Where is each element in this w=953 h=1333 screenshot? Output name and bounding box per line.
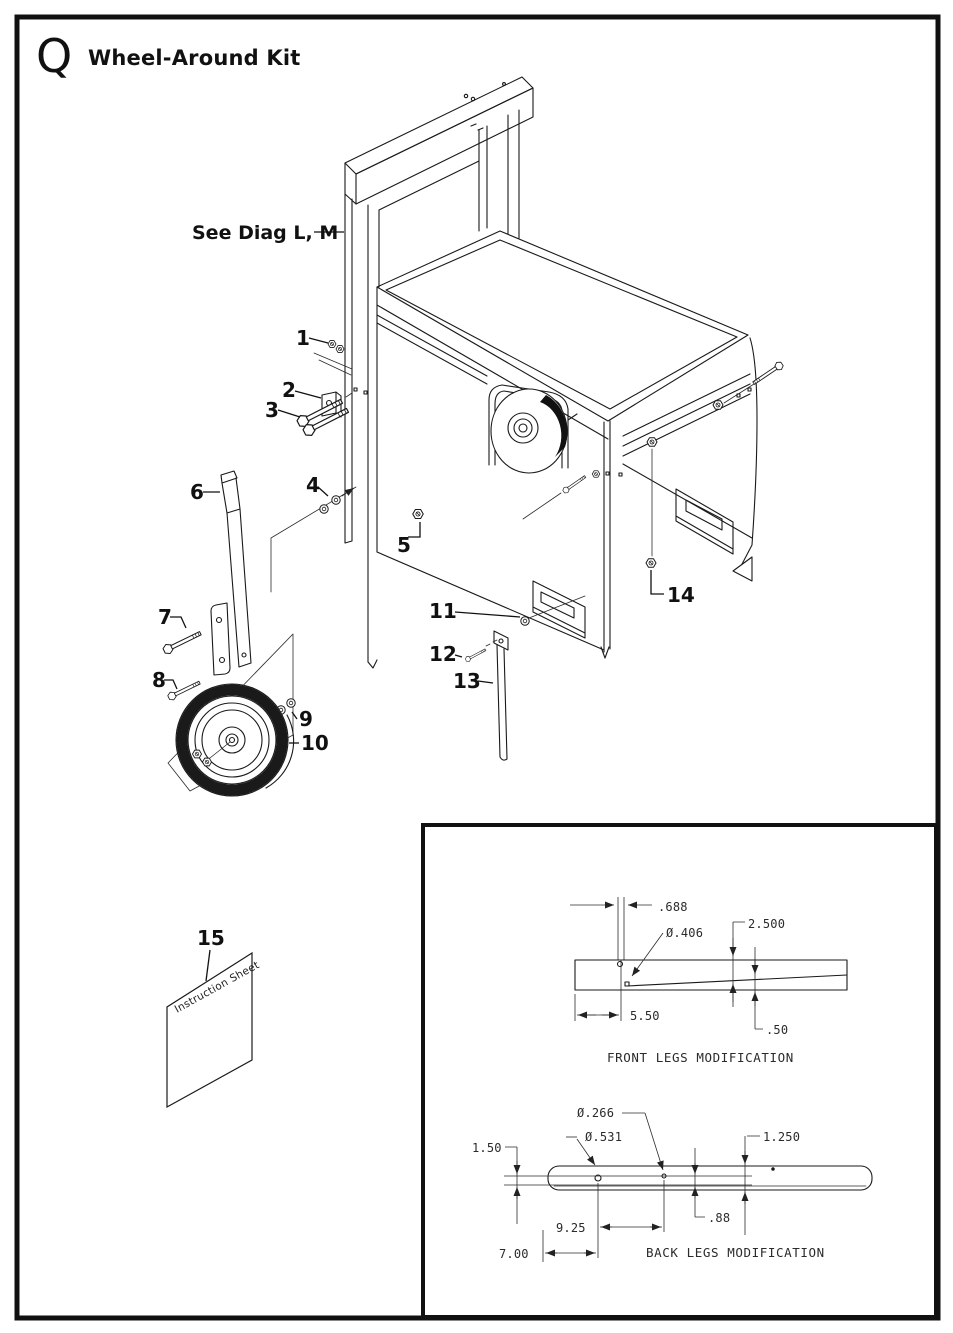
page-title: Wheel-Around Kit [88,46,301,70]
front-legs-drawing [570,897,847,1065]
callout-14-label: 14 [667,583,695,607]
callout-11 [429,599,520,623]
front-leg-dimensions [570,905,763,1029]
caster-wheel [491,389,577,473]
see-diagram-note [192,222,344,244]
washer-icon [332,496,340,504]
callout-8-label: 8 [152,668,166,692]
back-legs-title: BACK LEGS MODIFICATION [646,1245,825,1260]
dim-hole-small: Ø.266 [577,1106,615,1120]
dim-width: 1.250 [763,1130,801,1144]
callout-5-label: 5 [397,533,411,557]
dim-end-distance: 7.00 [499,1247,529,1261]
cart-corner-post [601,421,610,658]
part-6-strap [221,471,251,667]
nut-icon [592,471,600,477]
washer-icon [320,505,328,513]
callout-10-label: 10 [301,731,329,755]
nut-icon [336,346,344,353]
leg-extension-parts [465,596,585,760]
front-legs-title: FRONT LEGS MODIFICATION [607,1050,794,1065]
callout-5 [397,522,420,557]
callout-4 [306,473,328,497]
see-diagram-label: See Diag L, M [192,222,339,244]
dim-edge-offset: 1.50 [472,1141,502,1155]
front-leg-outline [575,960,847,990]
callout-7 [158,605,186,629]
section-letter: Q [36,29,73,83]
callout-15-label: 15 [197,926,225,950]
part-1-nuts [314,341,352,375]
callout-13-label: 13 [453,669,481,693]
cart-left-leg [533,581,585,638]
part-mount-bracket [211,603,230,675]
callout-3-label: 3 [265,398,279,422]
callout-1 [296,326,328,350]
part-7-bolt-icon [162,629,203,656]
part-13-strap [494,631,508,760]
inset-box-border [423,825,936,1317]
callout-9-label: 9 [299,707,313,731]
callout-8 [152,668,177,692]
back-legs-drawing [472,1106,872,1262]
wheel-kit-parts [162,341,423,796]
callout-2-label: 2 [282,378,296,402]
bolt-icon [562,474,587,494]
part-9-washer-icon [287,699,295,707]
callout-6 [190,480,220,504]
callout-13 [453,669,493,693]
nut-icon [203,758,212,766]
nut-icon [328,341,336,348]
cart-drawing [345,77,784,668]
dim-taper: .50 [766,1023,789,1037]
part-12-bolt-icon [465,647,487,662]
callout-11-label: 11 [429,599,457,623]
callout-14 [651,570,695,607]
part-2-bracket [296,388,367,438]
nut-icon [193,750,202,758]
back-leg-dimensions [504,1113,760,1262]
dim-hole-diameter: Ø.406 [666,926,704,940]
hardware-mid-bolt [523,471,600,519]
callout-12-label: 12 [429,642,457,666]
callout-4-label: 4 [306,473,320,497]
instruction-sheet [167,953,262,1107]
cart-right-section [623,338,757,581]
callout-7-label: 7 [158,605,172,629]
dim-hole-large: Ø.531 [585,1130,623,1144]
cart-deck [377,231,748,421]
dim-height: 2.500 [748,917,786,931]
callout-12 [429,642,462,666]
instruction-sheet-label: Instruction Sheet [172,959,262,1016]
callout-10 [289,731,329,755]
nut-icon [646,559,656,568]
callout-2 [282,378,321,402]
callout-9 [292,707,313,731]
cart-front-panel [377,385,604,650]
cart-mast [368,110,519,668]
callout-6-label: 6 [190,480,204,504]
hardware-item14 [606,360,784,567]
nut-icon [413,509,424,518]
dim-slot-width: .688 [658,900,688,914]
dim-center-offset: .88 [708,1211,731,1225]
nut-icon [647,438,657,447]
callout-1-label: 1 [296,326,310,350]
cart-top-beam [345,77,533,204]
nut-icon [713,401,723,410]
part-11-washer-icon [521,617,529,625]
part-10-wheel [176,684,294,796]
dim-hole-spacing: 9.25 [556,1221,586,1235]
dim-length: 5.50 [630,1009,660,1023]
bolt-icon [751,360,784,386]
